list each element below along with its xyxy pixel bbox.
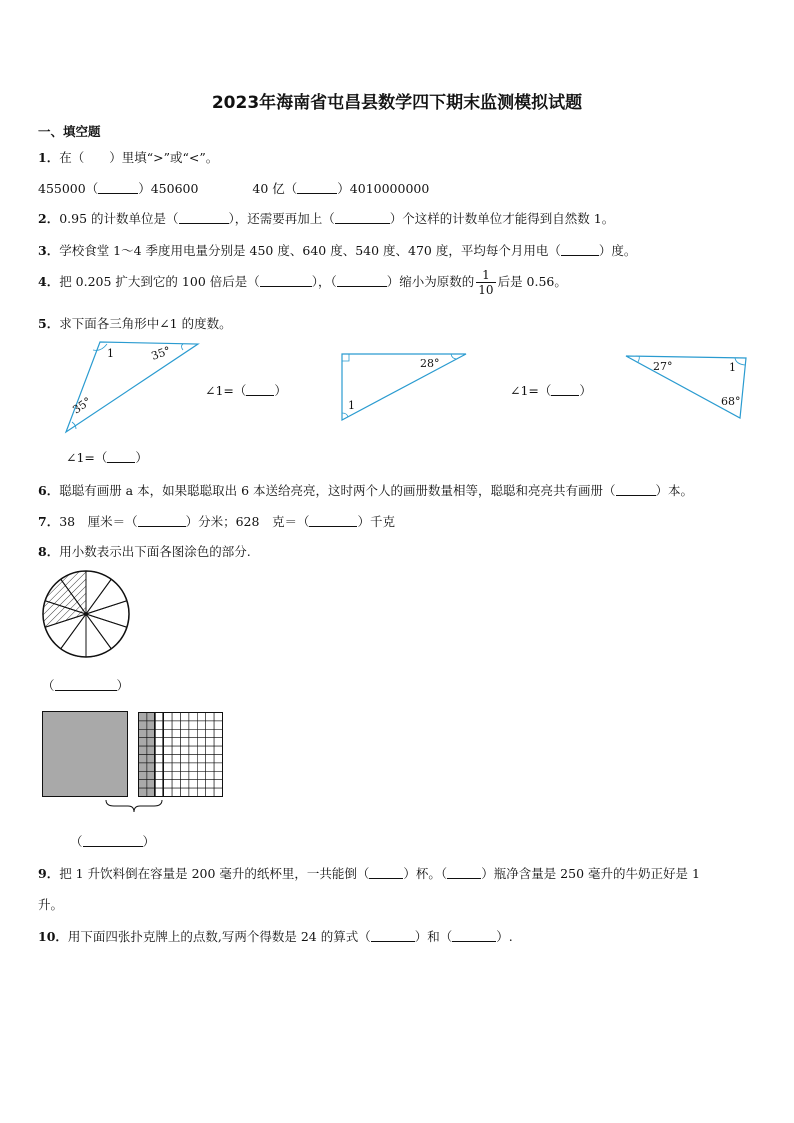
grid-cell xyxy=(164,788,172,796)
grid-cell xyxy=(214,788,222,796)
grid-cell xyxy=(164,738,172,746)
shaded-circle-figure xyxy=(40,569,134,661)
sector xyxy=(86,614,127,649)
question-number: 3． xyxy=(38,243,60,258)
grid-cell xyxy=(164,721,172,729)
question-text: 在（ ）里填“>”或“<”。 xyxy=(59,150,219,165)
grid-cell-shaded xyxy=(139,738,147,746)
grid-cell xyxy=(189,721,197,729)
fraction xyxy=(476,268,495,297)
grid-cell xyxy=(172,763,180,771)
question-text: ）瓶净含量是 250 毫升的牛奶正好是 1 xyxy=(481,866,700,881)
grid-cell xyxy=(181,788,189,796)
answer-blank[interactable] xyxy=(337,274,387,287)
grid-cell xyxy=(189,771,197,779)
question-number: 2． xyxy=(38,211,60,226)
grid-cell xyxy=(172,738,180,746)
question-text: 用小数表示出下面各图涂色的部分. xyxy=(59,544,251,559)
question-number: 6． xyxy=(38,483,60,498)
answer-blank[interactable] xyxy=(551,383,579,396)
answer-label: ∠1=（ xyxy=(66,450,108,465)
grid-cell xyxy=(197,746,205,754)
paren: （ xyxy=(42,678,55,693)
angle-1-label: 1 xyxy=(729,361,736,374)
fraction-denominator: 10 xyxy=(478,283,494,297)
grid-cell xyxy=(214,738,222,746)
grid-cell xyxy=(206,780,214,788)
question-number: 8． xyxy=(38,544,60,559)
answer-label: ∠1=（ xyxy=(205,383,247,398)
grid-cell xyxy=(197,763,205,771)
grid-cell xyxy=(189,713,197,721)
grid-cell xyxy=(197,788,205,796)
grid-cell xyxy=(214,771,222,779)
grid-cell xyxy=(189,738,197,746)
grid-cell xyxy=(206,729,214,737)
question-text: 学校食堂 1～4 季度用电量分别是 450 度、640 度、540 度、470 度，平均每个月用电（ xyxy=(59,243,561,258)
item-b-right: ）4010000000 xyxy=(337,181,430,196)
answer-blank[interactable] xyxy=(309,514,357,527)
question-text: ）杯。（ xyxy=(403,866,448,881)
grid-cell xyxy=(172,788,180,796)
angle-1-label: 1 xyxy=(348,399,355,412)
grid-cell xyxy=(197,771,205,779)
answer-blank[interactable] xyxy=(371,929,415,942)
grid-cell-shaded xyxy=(139,788,147,796)
question-text: 升。 xyxy=(38,897,64,912)
answer-blank[interactable] xyxy=(616,483,656,496)
question-number: 7． xyxy=(38,514,60,529)
angle-label: 35° xyxy=(149,343,173,363)
sector xyxy=(86,579,127,614)
question-number: 1． xyxy=(38,150,60,165)
grid-cell xyxy=(181,729,189,737)
grid-cell xyxy=(189,746,197,754)
item-a-right: ）450600 xyxy=(138,181,199,196)
grid-cell xyxy=(181,780,189,788)
question-1 xyxy=(38,148,218,166)
angle-1-label: 1 xyxy=(107,347,114,360)
triangle-2 xyxy=(338,350,473,425)
grid-cell xyxy=(197,713,205,721)
answer-blank[interactable] xyxy=(369,866,403,879)
page-title: 2023年海南省屯昌县数学四下期末监测模拟试题 xyxy=(211,93,583,113)
grid-cell xyxy=(189,729,197,737)
answer-blank[interactable] xyxy=(83,834,143,847)
grid-cell xyxy=(206,738,214,746)
answer-label: ） xyxy=(135,450,148,465)
triangle-1 xyxy=(60,338,205,438)
grid-cell xyxy=(164,771,172,779)
grid-cell xyxy=(206,746,214,754)
paren: （ xyxy=(70,834,83,849)
circle-answer xyxy=(42,676,129,694)
question-7 xyxy=(38,512,395,530)
grid-cell xyxy=(172,780,180,788)
grid-cell-shaded xyxy=(139,780,147,788)
grid-cell xyxy=(206,721,214,729)
grid-cell xyxy=(189,780,197,788)
paren: ） xyxy=(142,834,156,849)
question-text: 把 0.205 扩大到它的 100 倍后是（ xyxy=(59,274,260,289)
question-text: 用下面四张扑克牌上的点数,写两个得数是 24 的算式（ xyxy=(67,929,371,944)
question-9 xyxy=(38,864,700,882)
paren: ） xyxy=(116,678,130,693)
grid-cell xyxy=(172,729,180,737)
grid-cell-shaded xyxy=(139,746,147,754)
triangle-2-answer xyxy=(510,381,592,399)
question-text: ）缩小为原数的 xyxy=(386,274,475,289)
question-text: 求下面各三角形中∠1 的度数。 xyxy=(59,316,232,331)
answer-blank[interactable] xyxy=(335,211,390,224)
answer-blank[interactable] xyxy=(246,383,274,396)
grid-cell-shaded xyxy=(139,771,147,779)
triangle-1-answer-2 xyxy=(66,448,148,466)
question-3 xyxy=(38,241,636,259)
grid-cell xyxy=(181,771,189,779)
item-b-left: 40 亿（ xyxy=(252,181,298,196)
question-number: 9． xyxy=(38,866,60,881)
grid-cell xyxy=(197,729,205,737)
grid-cell xyxy=(164,746,172,754)
answer-label: ∠1=（ xyxy=(510,383,552,398)
triangle-1-answer xyxy=(205,381,287,399)
question-number: 10． xyxy=(38,929,68,944)
answer-blank[interactable] xyxy=(138,514,186,527)
question-text: 聪聪有画册 a 本，如果聪聪取出 6 本送给亮亮，这时两个人的画册数量相等，聪聪和亮亮共有画册（ xyxy=(59,483,616,498)
grid-cell xyxy=(214,713,222,721)
grid-cell xyxy=(172,771,180,779)
question-number: 4． xyxy=(38,274,60,289)
grid-cell xyxy=(164,763,172,771)
fraction-numerator: 1 xyxy=(476,268,495,283)
grid-cell xyxy=(164,729,172,737)
brace xyxy=(104,798,164,814)
question-9-cont xyxy=(38,895,63,913)
answer-blank[interactable] xyxy=(260,274,312,287)
grid-cell xyxy=(172,746,180,754)
grid-cell xyxy=(206,771,214,779)
question-1-items xyxy=(38,179,429,197)
grid-cell xyxy=(164,780,172,788)
section-heading: 一、填空题 xyxy=(38,124,101,139)
grid-cell-shaded xyxy=(139,755,147,763)
grid-cell xyxy=(164,755,172,763)
grid-cell-shaded xyxy=(139,729,147,737)
grid-cell xyxy=(181,713,189,721)
answer-label: ） xyxy=(274,383,287,398)
answer-blank[interactable] xyxy=(452,929,496,942)
grid-cell xyxy=(206,788,214,796)
angle-label: 35° xyxy=(70,394,94,417)
hundredths-grid xyxy=(138,712,226,798)
grid-cell xyxy=(206,755,214,763)
question-5 xyxy=(38,314,232,332)
answer-blank[interactable] xyxy=(107,450,135,463)
grid-cell xyxy=(181,738,189,746)
grid-cell xyxy=(197,780,205,788)
grid-cell xyxy=(214,755,222,763)
angle-label: 27° xyxy=(653,360,673,373)
question-text: ）. xyxy=(496,929,513,944)
question-text: ）千克 xyxy=(357,514,395,529)
answer-blank[interactable] xyxy=(179,211,229,224)
grid-cell xyxy=(197,755,205,763)
grid-cell xyxy=(181,763,189,771)
question-text: 后是 0.56。 xyxy=(497,274,567,289)
grid-cell xyxy=(206,713,214,721)
grid-cell xyxy=(214,729,222,737)
grid-cell-shaded xyxy=(139,721,147,729)
grid-cell xyxy=(214,763,222,771)
grid-cell xyxy=(172,713,180,721)
question-2 xyxy=(38,209,614,227)
answer-blank[interactable] xyxy=(55,678,117,691)
grid-cell-shaded xyxy=(139,713,147,721)
question-6 xyxy=(38,481,693,499)
grid-cell xyxy=(214,780,222,788)
grid-cell xyxy=(181,721,189,729)
angle-label: 28° xyxy=(420,357,440,370)
answer-blank[interactable] xyxy=(447,866,481,879)
grid-cell xyxy=(214,721,222,729)
triangle-3 xyxy=(622,352,752,422)
grid-cell xyxy=(189,755,197,763)
grid-cell xyxy=(189,788,197,796)
grid-cell xyxy=(214,746,222,754)
grid-answer xyxy=(70,832,155,850)
grid-cell xyxy=(172,721,180,729)
question-8 xyxy=(38,542,251,560)
question-text: ）度。 xyxy=(598,243,637,258)
answer-blank[interactable] xyxy=(98,181,138,194)
answer-label: ） xyxy=(579,383,592,398)
question-text: ），还需要再加上（ xyxy=(228,211,335,226)
grid-cell xyxy=(172,755,180,763)
question-10 xyxy=(38,927,513,945)
grid-cell-shaded xyxy=(139,763,147,771)
question-4 xyxy=(38,268,567,297)
question-text: 把 1 升饮料倒在容量是 200 毫升的纸杯里，一共能倒（ xyxy=(59,866,370,881)
question-text: ）和（ xyxy=(414,929,453,944)
grid-cell xyxy=(181,755,189,763)
grid-cell xyxy=(164,713,172,721)
answer-blank[interactable] xyxy=(297,181,337,194)
angle-label: 68° xyxy=(721,395,741,408)
grid-cell xyxy=(197,721,205,729)
question-text: ）个这样的计数单位才能得到自然数 1。 xyxy=(389,211,615,226)
question-text: ），（ xyxy=(311,274,337,289)
question-number: 5． xyxy=(38,316,60,331)
grid-cell xyxy=(206,763,214,771)
question-text: ）分米；628 克＝（ xyxy=(185,514,310,529)
shaded-square xyxy=(42,711,128,797)
grid-cell xyxy=(189,763,197,771)
grid-cell xyxy=(181,746,189,754)
question-text: 0.95 的计数单位是（ xyxy=(59,211,179,226)
item-a-left: 455000（ xyxy=(38,181,99,196)
question-text: 38 厘米＝（ xyxy=(59,514,138,529)
question-text: ）本。 xyxy=(655,483,694,498)
grid-cell xyxy=(197,738,205,746)
answer-blank[interactable] xyxy=(561,243,599,256)
